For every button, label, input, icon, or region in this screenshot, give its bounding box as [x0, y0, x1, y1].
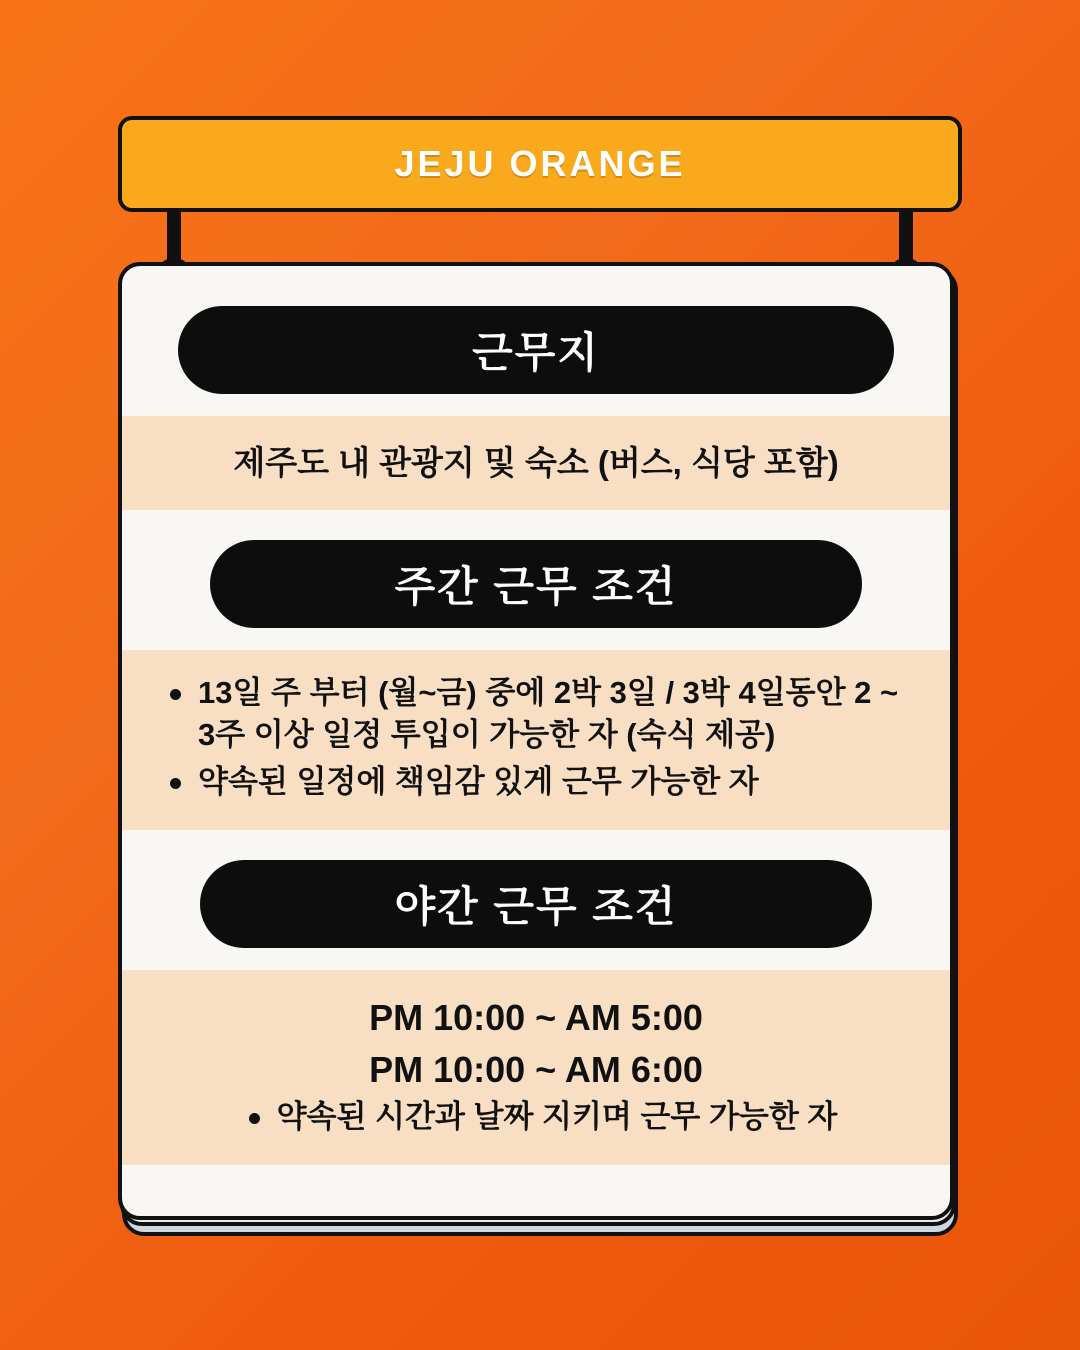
- workplace-line: 제주도 내 관광지 및 숙소 (버스, 식당 포함): [233, 444, 839, 481]
- section-body-day-shift: [122, 650, 950, 830]
- clipboard-header-bar: [118, 116, 962, 212]
- list-item: 약속된 일정에 책임감 있게 근무 가능한 자: [156, 761, 916, 804]
- brand-title: JEJU ORANGE: [394, 143, 686, 184]
- section-heading-day-shift: 주간 근무 조건: [210, 540, 862, 628]
- night-shift-time-2: PM 10:00 ~ AM 6:00: [369, 1048, 703, 1090]
- night-shift-time-1: PM 10:00 ~ AM 5:00: [369, 996, 703, 1038]
- section-body-workplace: [122, 416, 950, 510]
- section-heading-workplace: 근무지: [178, 306, 894, 394]
- day-shift-bullet-list: [156, 672, 916, 804]
- night-shift-bullet-list: [156, 1096, 916, 1143]
- section-body-night-shift: [122, 970, 950, 1165]
- paper-sheet: [118, 262, 954, 1220]
- list-item: 약속된 시간과 날짜 지키며 근무 가능한 자: [235, 1096, 838, 1139]
- section-heading-night-shift: 야간 근무 조건: [200, 860, 872, 948]
- list-item: 13일 주 부터 (월~금) 중에 2박 3일 / 3박 4일동안 2 ~ 3주 이상 일정 투입이 가능한 자 (숙식 제공): [156, 672, 916, 758]
